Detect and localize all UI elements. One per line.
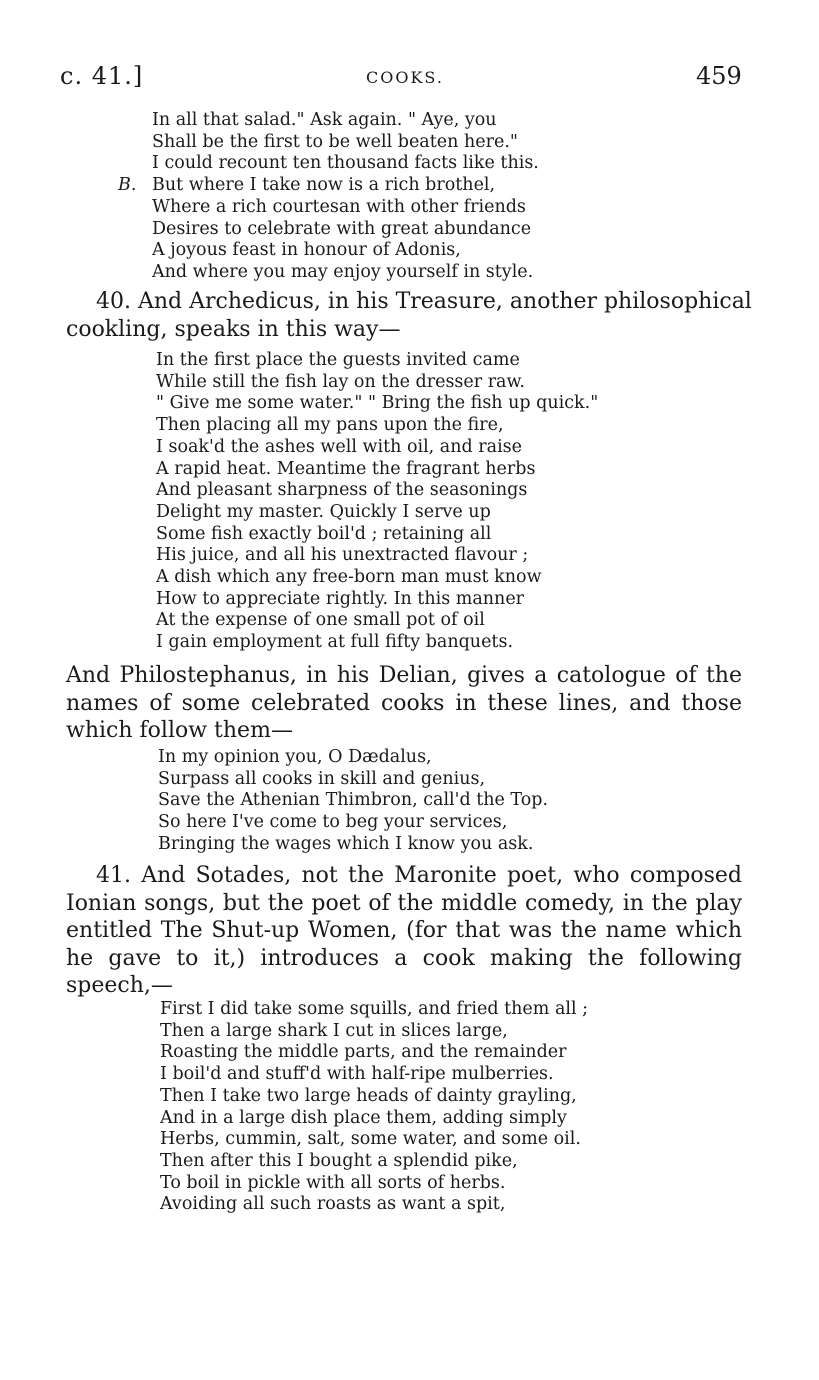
verse-line: A joyous feast in honour of Adonis, — [152, 240, 461, 261]
prose-line: And Philostephanus, in his Delian, gives a catologue of the — [66, 663, 742, 688]
chapter-reference: c. 41.] — [60, 62, 144, 90]
prose-line: entitled The Shut-up Women, (for that was the name which — [66, 918, 742, 943]
speaker-label: B. — [118, 175, 137, 196]
verse-line: At the expense of one small pot of oil — [156, 610, 485, 631]
verse-line: Delight my master. Quickly I serve up — [156, 501, 491, 522]
verse-line: In the first place the guests invited came — [156, 350, 520, 370]
verse-line: So here I've come to beg your services, — [158, 812, 508, 833]
prose-line: which follow them— — [66, 718, 293, 743]
prose-line: names of some celebrated cooks in these lines, and those — [66, 690, 742, 716]
verse-line: Then after this I bought a splendid pike, — [160, 1150, 518, 1171]
paragraph-philostephanus — [66, 662, 742, 745]
verse-line: A dish which any free-born man must know — [156, 567, 542, 588]
verse-line: Then a large shark I cut in slices large, — [160, 1020, 508, 1041]
verse-line: Save the Athenian Thimbron, call'd the Top. — [158, 790, 549, 811]
page-number: 459 — [696, 62, 742, 90]
verse-line: In all that salad." Ask again. " Aye, you — [152, 110, 497, 130]
verse-line: And where you may enjoy yourself in style. — [152, 261, 534, 282]
verse-line: How to appreciate rightly. In this manner — [156, 588, 525, 609]
verse-line: Surpass all cooks in skill and genius, — [158, 768, 486, 789]
verse-line: I could recount ten thousand facts like this. — [152, 153, 539, 174]
verse-line-with-speaker — [118, 175, 539, 197]
paragraph-41 — [66, 862, 742, 1000]
verse-line: Roasting the middle parts, and the remainder — [160, 1042, 567, 1063]
verse-line: And in a large dish place them, adding simply — [160, 1107, 567, 1128]
verse-line: Where a rich courtesan with other friends — [152, 196, 526, 217]
prose-line: 41. And Sotades, not the Maronite poet, who composed — [96, 863, 742, 888]
verse-line: Some fish exactly boil'd ; retaining all — [156, 523, 492, 544]
verse-line: While still the fish lay on the dresser raw. — [156, 371, 525, 392]
verse-line: " Give me some water." " Bring the fish up quick." — [156, 393, 599, 414]
prose-line: he gave to it,) introduces a cook making the following — [66, 945, 742, 971]
running-header — [60, 62, 760, 96]
verse-block-2 — [156, 350, 598, 654]
verse-line: His juice, and all his unextracted flavour ; — [156, 545, 529, 566]
verse-line: I boil'd and stuff'd with half-ripe mulberries. — [160, 1064, 554, 1085]
verse-line: Then placing all my pans upon the fire, — [156, 415, 504, 436]
verse-line: I gain employment at full fifty banquets. — [156, 632, 514, 653]
running-title: COOKS. — [366, 68, 444, 87]
verse-line: Desires to celebrate with great abundance — [152, 218, 532, 239]
prose-line: cookling, speaks in this way— — [66, 316, 401, 342]
verse-line-text: But where I take now is a rich brothel, — [152, 175, 496, 196]
verse-line: To boil in pickle with all sorts of herbs. — [160, 1172, 506, 1193]
verse-block-1 — [118, 110, 539, 284]
verse-block-4 — [160, 999, 588, 1216]
verse-line: Shall be the first to be well beaten here." — [152, 131, 518, 152]
verse-line: A rapid heat. Meantime the fragrant herbs — [156, 458, 536, 479]
prose-line: Ionian songs, but the poet of the middle comedy, in the play — [66, 890, 742, 916]
verse-line: Herbs, cummin, salt, some water, and some oil. — [160, 1129, 581, 1150]
prose-line: speech,— — [66, 973, 173, 998]
verse-line: First I did take some squills, and fried them all ; — [160, 999, 589, 1019]
paragraph-40 — [66, 288, 752, 343]
verse-line: Then I take two large heads of dainty grayling, — [160, 1085, 577, 1106]
verse-line: Bringing the wages which I know you ask. — [158, 833, 534, 854]
prose-line: 40. And Archedicus, in his Treasure, another philosophical — [96, 289, 752, 314]
verse-block-3 — [158, 747, 548, 856]
verse-line: Avoiding all such roasts as want a spit, — [160, 1194, 506, 1215]
verse-line: And pleasant sharpness of the seasonings — [156, 480, 528, 501]
verse-line: I soak'd the ashes well with oil, and raise — [156, 436, 523, 457]
verse-line: In my opinion you, O Dædalus, — [158, 747, 432, 767]
